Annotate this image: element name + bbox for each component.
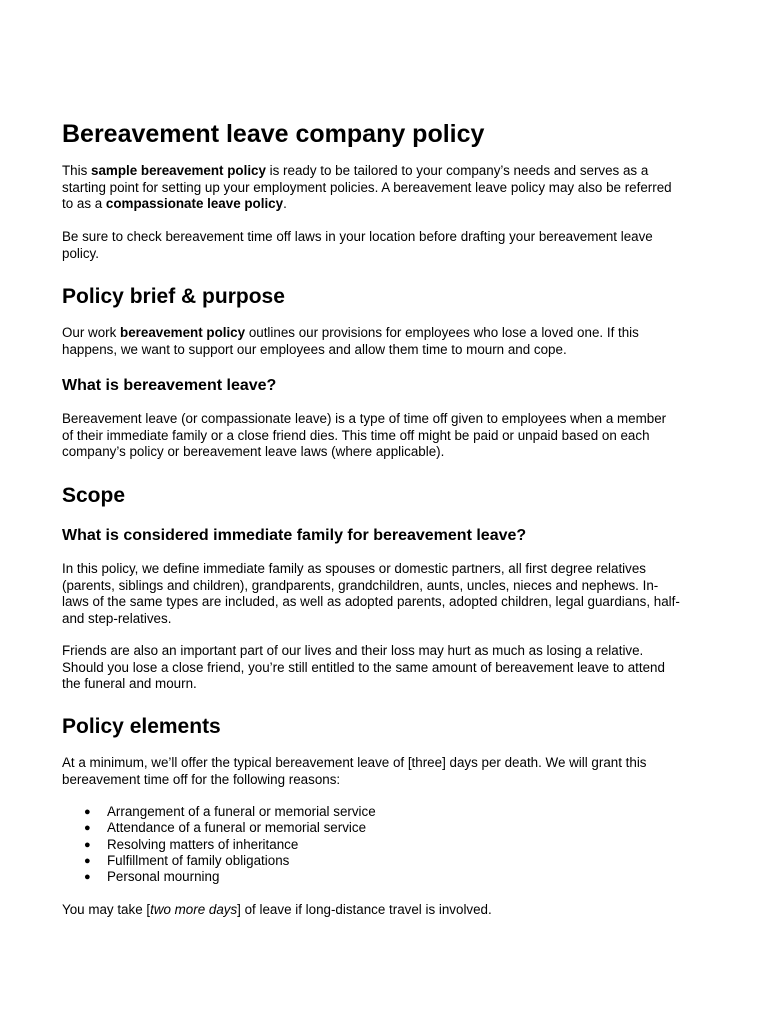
immediate-family-paragraph: In this policy, we define immediate family as spouses or domestic partners, all first degree relatives (parents, siblings and children), grandparents, grandchildren, aunts, uncles, nieces and nephews. In- laws of the same types are included, as well as adopted parents, adopted children, legal guardians, half- and step-relatives. <box>62 561 680 626</box>
friends-paragraph: Friends are also an important part of our lives and their loss may hurt as much as losing a relative. Should you lose a close friend, you’re still entitled to the same amount of bereavement leave to attend the funeral and mourn. <box>62 643 665 691</box>
scope-heading: Scope <box>62 484 126 507</box>
compassionate-policy-bold: compassionate leave policy <box>105 196 284 211</box>
bullet-icon: ● <box>84 806 91 818</box>
bullet-icon: ● <box>84 822 91 835</box>
bereavement-policy-bold: bereavement policy <box>120 325 246 340</box>
policy-brief-paragraph: Our work bereavement policy outlines our provisions for employees who lose a loved one. If this happens, we want to support our employees and allow them time to mourn and cope. <box>62 325 639 357</box>
list-item: ● Attendance of a funeral or memorial service <box>84 820 367 836</box>
list-item: ● Fulfillment of family obligations <box>84 852 290 868</box>
travel-paragraph: You may take [two more days] of leave if long-distance travel is involved. <box>62 902 492 917</box>
bullet-icon: ● <box>84 854 91 867</box>
policy-elements-paragraph: At a minimum, we’ll offer the typical bereavement leave of [three] days per death. We will grant this bereavement time off for the following reasons: <box>62 755 647 787</box>
page-title: Bereavement leave company policy <box>62 120 485 148</box>
sample-policy-bold: sample bereavement policy <box>91 163 266 178</box>
immediate-family-heading: What is considered immediate family for bereavement leave? <box>62 527 527 544</box>
intro-paragraph <box>62 163 712 213</box>
policy-elements-heading: Policy elements <box>62 715 221 738</box>
what-is-heading: What is bereavement leave? <box>62 377 277 394</box>
bullet-icon: ● <box>84 838 91 851</box>
intro-line-3: to as a compassionate leave policy. <box>62 196 287 211</box>
intro-line-2: starting point for setting up your employment policies. A bereavement leave policy may also be referred <box>62 179 672 195</box>
two-more-days-italic: two more days <box>150 902 238 917</box>
what-is-paragraph: Bereavement leave (or compassionate leave) is a type of time off given to employees when a member of their immediate family or a close friend dies. This time off might be paid or unpaid based on each company’s policy or bereavement leave laws (where applicable). <box>62 411 667 459</box>
list-item: ● Arrangement of a funeral or memorial service <box>84 804 376 819</box>
list-item: ● Resolving matters of inheritance <box>84 836 299 852</box>
reasons-list <box>62 804 376 885</box>
intro-line-1: This sample bereavement policy is ready to be tailored to your company’s needs and serves as a <box>62 163 649 178</box>
check-laws-paragraph: Be sure to check bereavement time off laws in your location before drafting your bereavement leave policy. <box>62 229 653 261</box>
list-item: ● Personal mourning <box>84 869 220 885</box>
bullet-icon: ● <box>84 871 91 884</box>
policy-brief-heading: Policy brief & purpose <box>62 285 285 308</box>
